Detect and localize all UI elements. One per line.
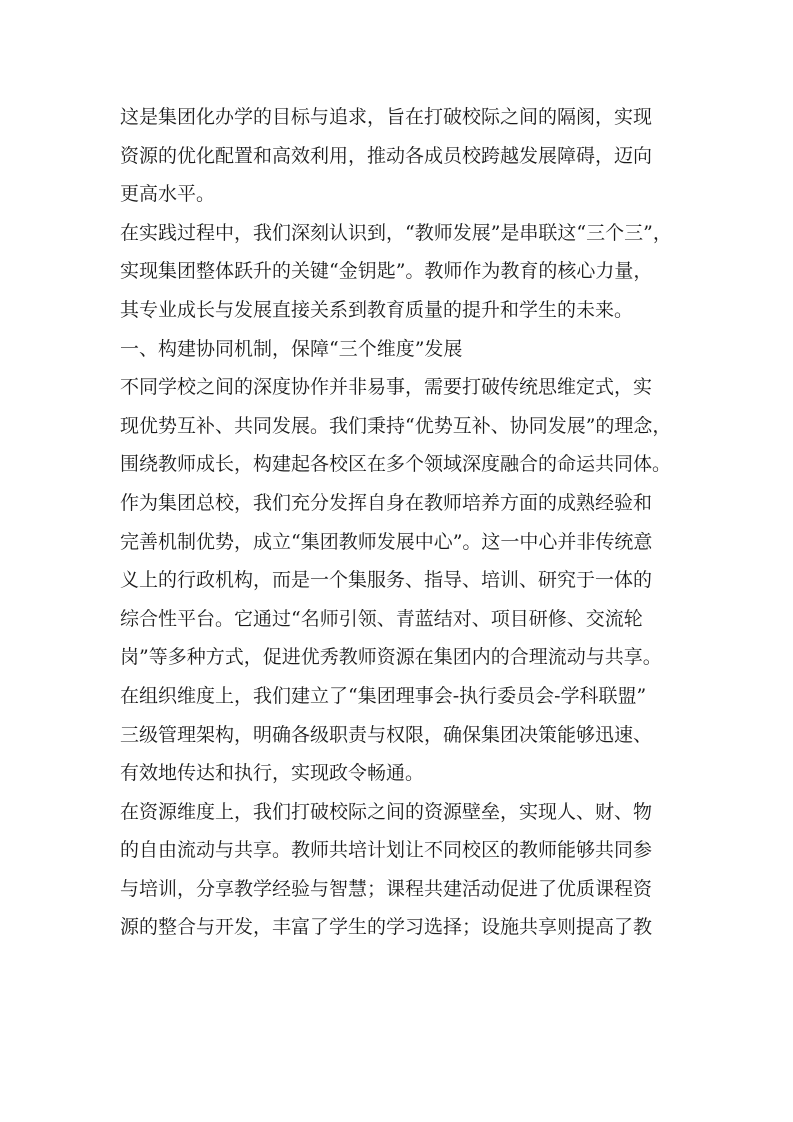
paragraph-collaboration [120, 368, 680, 793]
text-line: 实现集团整体跃升的关键“金钥匙”。教师作为教育的核心力量， [120, 260, 653, 283]
text-line: 在实践过程中，我们深刻认识到，“教师发展”是串联这“三个三”， [120, 221, 672, 244]
document-body [120, 98, 680, 947]
text-line: 其专业成长与发展直接关系到教育质量的提升和学生的未来。 [120, 298, 634, 321]
section-heading [120, 330, 680, 369]
text-line: 完善机制优势，成立“集团教师发展中心”。这一中心并非传统意 [120, 530, 653, 553]
text-line: 综合性平台。它通过“名师引领、青蓝结对、项目研修、交流轮 [120, 607, 643, 630]
text-line: 在资源维度上，我们打破校际之间的资源壁垒，实现人、财、物 [120, 800, 653, 823]
text-line: 作为集团总校，我们充分发挥自身在教师培养方面的成熟经验和 [120, 491, 653, 514]
paragraph-resources [120, 793, 680, 947]
text-line: 三级管理架构，明确各级职责与权限，确保集团决策能够迅速、 [120, 723, 653, 746]
paragraph-goal [120, 98, 680, 214]
text-line: 更高水平。 [120, 183, 216, 206]
text-line: 岗”等多种方式，促进优秀教师资源在集团内的合理流动与共享。 [120, 646, 662, 669]
text-line: 有效地传达和执行，实现政令畅通。 [120, 762, 425, 785]
text-line: 现优势互补、共同发展。我们秉持“优势互补、协同发展”的理念， [120, 414, 672, 437]
text-line: 围绕教师成长，构建起各校区在多个领域深度融合的命运共同体。 [120, 453, 672, 476]
text-line: 不同学校之间的深度协作并非易事，需要打破传统思维定式，实 [120, 376, 653, 399]
text-line: 在组织维度上，我们建立了“集团理事会-执行委员会-学科联盟” [120, 684, 647, 707]
paragraph-practice [120, 214, 680, 330]
text-line: 资源的优化配置和高效利用，推动各成员校跨越发展障碍，迈向 [120, 144, 653, 167]
text-line: 源的整合与开发，丰富了学生的学习选择；设施共享则提高了教 [120, 916, 653, 939]
heading-line: 一、构建协同机制，保障“三个维度”发展 [120, 337, 463, 360]
text-line: 与培训，分享教学经验与智慧；课程共建活动促进了优质课程资 [120, 877, 653, 900]
text-line: 这是集团化办学的目标与追求，旨在打破校际之间的隔阂，实现 [120, 106, 653, 128]
text-line: 的自由流动与共享。教师共培计划让不同校区的教师能够共同参 [120, 839, 653, 862]
text-line: 义上的行政机构，而是一个集服务、指导、培训、研究于一体的 [120, 569, 653, 592]
